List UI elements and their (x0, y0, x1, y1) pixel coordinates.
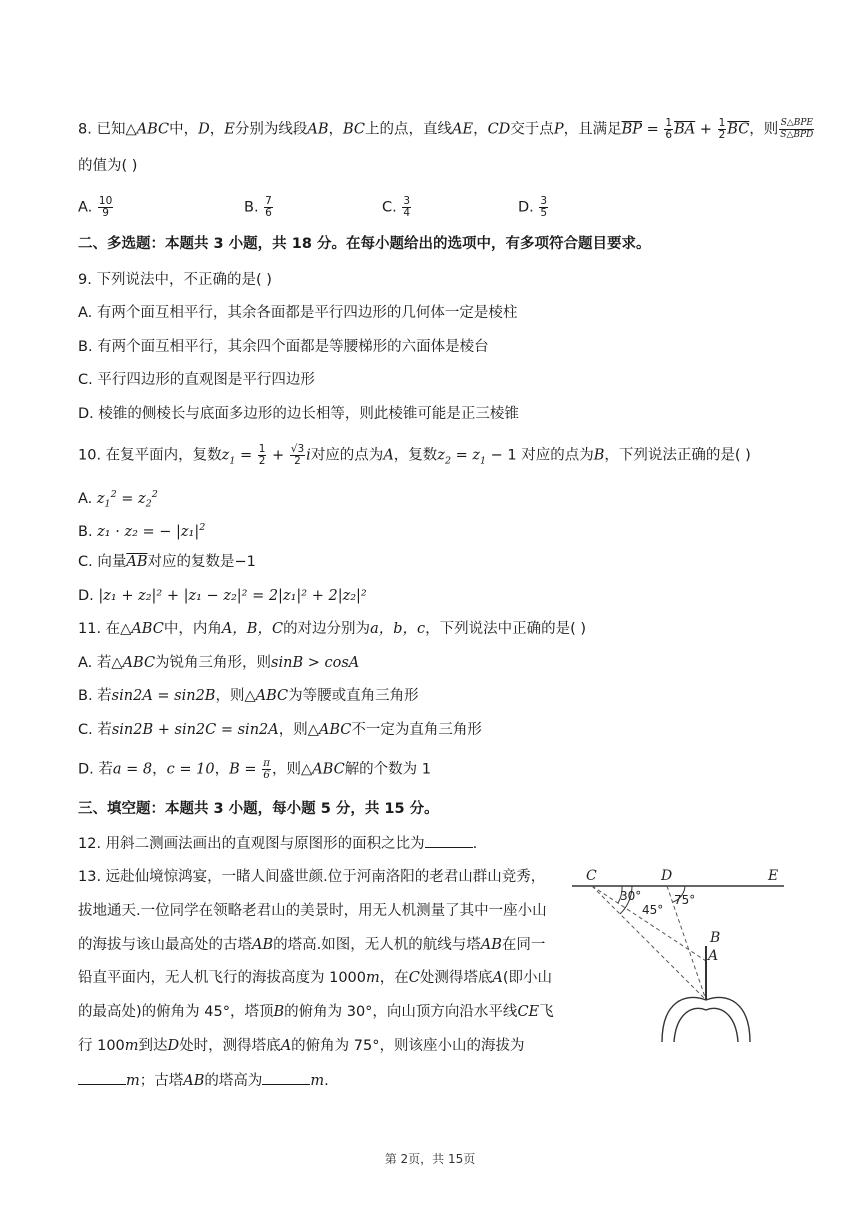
q8-choice-c[interactable]: C. $\frac{3}{4}$ (382, 195, 411, 219)
label-d: D (661, 868, 673, 884)
q13-answer-blank-2[interactable] (262, 1070, 310, 1085)
q13-line-3: 的海拔与该山最高处的古塔AB的塔高.如图，无人机的航线与塔AB在同一 (78, 937, 546, 953)
q11-option-a[interactable]: A. 若△ABC为锐角三角形，则sinB > cosA (78, 655, 360, 671)
q12-stem: 12. 用斜二测画法画出的直观图与原图形的面积之比为 . (78, 833, 477, 854)
section-2-heading: 二、多选题：本题共 3 小题，共 18 分。在每小题给出的选项中，有多项符合题目要求。 (78, 236, 651, 252)
q10-option-b[interactable]: B. z₁ · z₂ = − $|z_1|^2$ (78, 522, 206, 540)
q13-line-2: 拔地通天.一位同学在领略老君山的美景时，用无人机测量了其中一座小山 (78, 903, 547, 919)
q9-option-a[interactable]: A. 有两个面互相平行，其余各面都是平行四边形的几何体一定是棱柱 (78, 305, 518, 321)
q13-line-1: 13. 远赴仙境惊鸿宴，一睹人间盛世颜.位于河南洛阳的老君山群山竞秀， (78, 869, 546, 885)
label-e: E (768, 868, 779, 884)
q11-option-d[interactable]: D. 若a = 8，c = 10，B = $\frac{\pi}{6}$ ，则△ABC解的个数为 1 (78, 757, 432, 781)
q10-option-a[interactable]: A. $z_1^2 = z_2^2$ (78, 489, 158, 510)
q8-stem-cont: 的值为( ) (78, 158, 138, 174)
label-angle-30: 30° (620, 889, 642, 903)
q8-stem: 8. 已知△ABC中，D，E分别为线段AB，BC上的点，直线AE，CD交于点P，且满足$\overline{BP}$ = $\frac{1}{6}$ $\overline{BA}$ + $\frac{1}{2}$ $\overline{BC}$，则 $\frac{\text{S△BPE}}{\text{S△BPD}}$ (78, 117, 814, 141)
label-angle-45: 45° (642, 903, 664, 917)
page-footer: 第 2页，共 15页 (384, 1152, 476, 1166)
q10-stem: 10. 在复平面内，复数$z_1$ = $\frac{1}{2}$ + $\frac{√3}{2}$ i对应的点为A，复数$z_2 = z_1 - 1$ 对应的点为B，下列说法正确的是( ) (78, 443, 751, 467)
q9-option-d[interactable]: D. 棱锥的侧棱长与底面多边形的边长相等，则此棱锥可能是正三棱锥 (78, 406, 519, 422)
q9-option-b[interactable]: B. 有两个面互相平行，其余四个面都是等腰梯形的六面体是棱台 (78, 339, 489, 355)
q13-figure (570, 862, 790, 1042)
label-a: A (708, 948, 719, 964)
q8-choice-d[interactable]: D. $\frac{3}{5}$ (518, 195, 548, 219)
label-c: C (586, 868, 597, 884)
q13-line-4: 铅直平面内，无人机飞行的海拔高度为 1000m，在C处测得塔底A(即小山 (78, 970, 553, 986)
label-b: B (710, 930, 721, 946)
section-3-heading: 三、填空题：本题共 3 小题，每小题 5 分，共 15 分。 (78, 801, 439, 817)
mountain-inner-outline (674, 1008, 738, 1042)
q11-option-b[interactable]: B. 若sin2A = sin2B，则△ABC为等腰或直角三角形 (78, 688, 419, 704)
q11-option-c[interactable]: C. 若sin2B + sin2C = sin2A，则△ABC不一定为直角三角形 (78, 722, 482, 738)
label-angle-75: 75° (674, 893, 696, 907)
q10-option-c[interactable]: C. 向量$\overline{AB}$对应的复数是−1 (78, 554, 256, 570)
q13-line-7: m；古塔AB的塔高为 m. (78, 1070, 329, 1091)
q8-choice-a[interactable]: A. $\frac{10}{9}$ (78, 195, 113, 219)
q13-line-5: 的最高处)的俯角为 45°，塔顶B的俯角为 30°，向山顶方向沿水平线CE飞 (78, 1004, 554, 1020)
q11-stem: 11. 在△ABC中，内角A，B，C的对边分别为a，b，c，下列说法中正确的是( ) (78, 621, 587, 637)
q10-option-d[interactable]: D. |z₁ + z₂|² + |z₁ − z₂|² = 2|z₁|² + 2|z₂|² (78, 588, 367, 604)
q13-answer-blank-1[interactable] (78, 1070, 126, 1085)
q9-option-c[interactable]: C. 平行四边形的直观图是平行四边形 (78, 372, 315, 388)
q8-choice-b[interactable]: B. $\frac{7}{6}$ (244, 195, 272, 219)
q12-answer-blank[interactable] (425, 833, 473, 848)
q9-stem: 9. 下列说法中，不正确的是( ) (78, 272, 272, 288)
q13-line-6: 行 100m到达D处时，测得塔底A的俯角为 75°，则该座小山的海拔为 (78, 1038, 525, 1054)
